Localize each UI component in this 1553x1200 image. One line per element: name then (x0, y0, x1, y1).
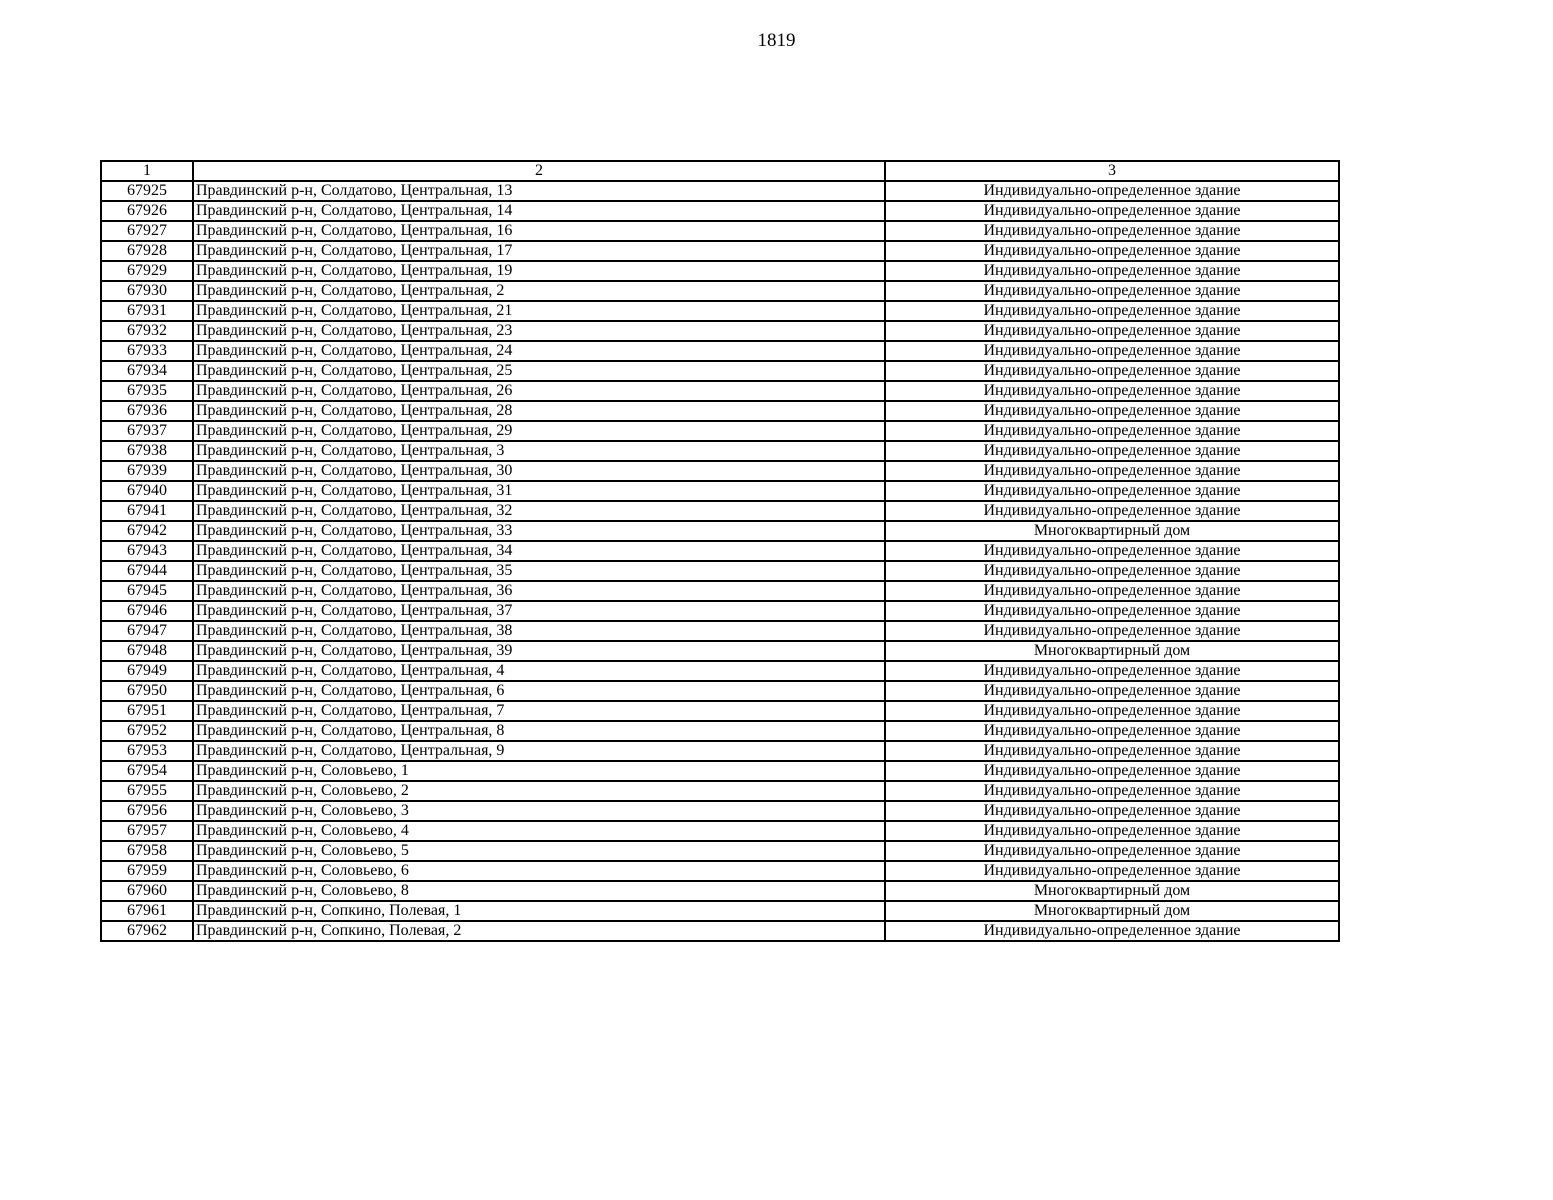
table-row (101, 381, 1339, 401)
building-type-cell: Индивидуально-определенное здание (885, 461, 1339, 481)
table-row (101, 461, 1339, 481)
table-row (101, 561, 1339, 581)
row-number-cell: 67952 (101, 721, 193, 741)
building-type-cell: Индивидуально-определенное здание (885, 621, 1339, 641)
table-body (101, 161, 1339, 941)
address-cell: Правдинский р-н, Солдатово, Центральная, 37 (193, 601, 885, 621)
table-row (101, 781, 1339, 801)
table-row (101, 581, 1339, 601)
column-header-3: 3 (885, 161, 1339, 181)
table-row (101, 861, 1339, 881)
table-row (101, 821, 1339, 841)
building-type-cell: Индивидуально-определенное здание (885, 181, 1339, 201)
row-number-cell: 67951 (101, 701, 193, 721)
address-cell: Правдинский р-н, Соловьево, 1 (193, 761, 885, 781)
table-row (101, 261, 1339, 281)
table-row (101, 901, 1339, 921)
building-type-cell: Индивидуально-определенное здание (885, 301, 1339, 321)
building-type-cell: Индивидуально-определенное здание (885, 741, 1339, 761)
address-cell: Правдинский р-н, Солдатово, Центральная, 19 (193, 261, 885, 281)
address-cell: Правдинский р-н, Сопкино, Полевая, 1 (193, 901, 885, 921)
building-type-cell: Индивидуально-определенное здание (885, 421, 1339, 441)
row-number-cell: 67948 (101, 641, 193, 661)
row-number-cell: 67943 (101, 541, 193, 561)
row-number-cell: 67934 (101, 361, 193, 381)
building-type-cell: Многоквартирный дом (885, 521, 1339, 541)
building-type-cell: Индивидуально-определенное здание (885, 701, 1339, 721)
row-number-cell: 67956 (101, 801, 193, 821)
table-row (101, 801, 1339, 821)
building-type-cell: Индивидуально-определенное здание (885, 481, 1339, 501)
row-number-cell: 67926 (101, 201, 193, 221)
building-type-cell: Индивидуально-определенное здание (885, 761, 1339, 781)
building-type-cell: Индивидуально-определенное здание (885, 201, 1339, 221)
building-type-cell: Индивидуально-определенное здание (885, 841, 1339, 861)
property-table (100, 160, 1340, 942)
row-number-cell: 67928 (101, 241, 193, 261)
table-row (101, 701, 1339, 721)
row-number-cell: 67955 (101, 781, 193, 801)
address-cell: Правдинский р-н, Соловьево, 3 (193, 801, 885, 821)
table-row (101, 441, 1339, 461)
table-row (101, 181, 1339, 201)
building-type-cell: Многоквартирный дом (885, 641, 1339, 661)
row-number-cell: 67947 (101, 621, 193, 641)
row-number-cell: 67941 (101, 501, 193, 521)
row-number-cell: 67932 (101, 321, 193, 341)
column-header-1: 1 (101, 161, 193, 181)
row-number-cell: 67929 (101, 261, 193, 281)
table-row (101, 681, 1339, 701)
row-number-cell: 67938 (101, 441, 193, 461)
row-number-cell: 67931 (101, 301, 193, 321)
table-row (101, 401, 1339, 421)
row-number-cell: 67960 (101, 881, 193, 901)
building-type-cell: Индивидуально-определенное здание (885, 581, 1339, 601)
table-row (101, 301, 1339, 321)
row-number-cell: 67940 (101, 481, 193, 501)
building-type-cell: Индивидуально-определенное здание (885, 401, 1339, 421)
table-row (101, 841, 1339, 861)
column-header-2: 2 (193, 161, 885, 181)
table-row (101, 521, 1339, 541)
building-type-cell: Индивидуально-определенное здание (885, 321, 1339, 341)
row-number-cell: 67935 (101, 381, 193, 401)
address-cell: Правдинский р-н, Солдатово, Центральная, 31 (193, 481, 885, 501)
table-row (101, 241, 1339, 261)
table-row (101, 921, 1339, 941)
row-number-cell: 67954 (101, 761, 193, 781)
building-type-cell: Многоквартирный дом (885, 901, 1339, 921)
building-type-cell: Индивидуально-определенное здание (885, 501, 1339, 521)
row-number-cell: 67937 (101, 421, 193, 441)
table-row (101, 421, 1339, 441)
address-cell: Правдинский р-н, Солдатово, Центральная, 6 (193, 681, 885, 701)
table-row (101, 361, 1339, 381)
address-cell: Правдинский р-н, Соловьево, 4 (193, 821, 885, 841)
row-number-cell: 67949 (101, 661, 193, 681)
address-cell: Правдинский р-н, Солдатово, Центральная, 39 (193, 641, 885, 661)
row-number-cell: 67939 (101, 461, 193, 481)
table-row (101, 201, 1339, 221)
table-row (101, 641, 1339, 661)
address-cell: Правдинский р-н, Соловьево, 2 (193, 781, 885, 801)
row-number-cell: 67933 (101, 341, 193, 361)
row-number-cell: 67944 (101, 561, 193, 581)
row-number-cell: 67945 (101, 581, 193, 601)
table-row (101, 621, 1339, 641)
address-cell: Правдинский р-н, Соловьево, 5 (193, 841, 885, 861)
table-row (101, 601, 1339, 621)
address-cell: Правдинский р-н, Солдатово, Центральная, 7 (193, 701, 885, 721)
address-cell: Правдинский р-н, Солдатово, Центральная, 4 (193, 661, 885, 681)
table-row (101, 761, 1339, 781)
table-row (101, 501, 1339, 521)
address-cell: Правдинский р-н, Солдатово, Центральная, 14 (193, 201, 885, 221)
row-number-cell: 67961 (101, 901, 193, 921)
building-type-cell: Индивидуально-определенное здание (885, 921, 1339, 941)
table-row (101, 481, 1339, 501)
address-cell: Правдинский р-н, Соловьево, 6 (193, 861, 885, 881)
address-cell: Правдинский р-н, Солдатово, Центральная, 28 (193, 401, 885, 421)
row-number-cell: 67936 (101, 401, 193, 421)
address-cell: Правдинский р-н, Солдатово, Центральная, 32 (193, 501, 885, 521)
row-number-cell: 67959 (101, 861, 193, 881)
row-number-cell: 67953 (101, 741, 193, 761)
address-cell: Правдинский р-н, Солдатово, Центральная, 24 (193, 341, 885, 361)
table-row (101, 341, 1339, 361)
row-number-cell: 67957 (101, 821, 193, 841)
table-row (101, 321, 1339, 341)
building-type-cell: Индивидуально-определенное здание (885, 821, 1339, 841)
building-type-cell: Индивидуально-определенное здание (885, 541, 1339, 561)
address-cell: Правдинский р-н, Солдатово, Центральная, 35 (193, 561, 885, 581)
building-type-cell: Индивидуально-определенное здание (885, 361, 1339, 381)
address-cell: Правдинский р-н, Соловьево, 8 (193, 881, 885, 901)
address-cell: Правдинский р-н, Солдатово, Центральная, 8 (193, 721, 885, 741)
building-type-cell: Индивидуально-определенное здание (885, 261, 1339, 281)
building-type-cell: Индивидуально-определенное здание (885, 221, 1339, 241)
row-number-cell: 67942 (101, 521, 193, 541)
row-number-cell: 67950 (101, 681, 193, 701)
row-number-cell: 67946 (101, 601, 193, 621)
table-row (101, 721, 1339, 741)
address-cell: Правдинский р-н, Солдатово, Центральная, 26 (193, 381, 885, 401)
address-cell: Правдинский р-н, Солдатово, Центральная, 29 (193, 421, 885, 441)
table-row (101, 541, 1339, 561)
row-number-cell: 67930 (101, 281, 193, 301)
building-type-cell: Индивидуально-определенное здание (885, 781, 1339, 801)
table-header-row (101, 161, 1339, 181)
address-cell: Правдинский р-н, Солдатово, Центральная, 25 (193, 361, 885, 381)
address-cell: Правдинский р-н, Солдатово, Центральная, 30 (193, 461, 885, 481)
address-cell: Правдинский р-н, Солдатово, Центральная, 33 (193, 521, 885, 541)
address-cell: Правдинский р-н, Солдатово, Центральная, 17 (193, 241, 885, 261)
row-number-cell: 67962 (101, 921, 193, 941)
building-type-cell: Индивидуально-определенное здание (885, 441, 1339, 461)
address-cell: Правдинский р-н, Солдатово, Центральная, 16 (193, 221, 885, 241)
building-type-cell: Индивидуально-определенное здание (885, 381, 1339, 401)
building-type-cell: Многоквартирный дом (885, 881, 1339, 901)
row-number-cell: 67958 (101, 841, 193, 861)
building-type-cell: Индивидуально-определенное здание (885, 661, 1339, 681)
building-type-cell: Индивидуально-определенное здание (885, 721, 1339, 741)
address-cell: Правдинский р-н, Солдатово, Центральная, 34 (193, 541, 885, 561)
row-number-cell: 67927 (101, 221, 193, 241)
address-cell: Правдинский р-н, Солдатово, Центральная, 3 (193, 441, 885, 461)
building-type-cell: Индивидуально-определенное здание (885, 601, 1339, 621)
address-cell: Правдинский р-н, Солдатово, Центральная, 21 (193, 301, 885, 321)
table-row (101, 741, 1339, 761)
building-type-cell: Индивидуально-определенное здание (885, 561, 1339, 581)
address-cell: Правдинский р-н, Солдатово, Центральная, 9 (193, 741, 885, 761)
table-row (101, 221, 1339, 241)
address-cell: Правдинский р-н, Солдатово, Центральная, 38 (193, 621, 885, 641)
building-type-cell: Индивидуально-определенное здание (885, 281, 1339, 301)
building-type-cell: Индивидуально-определенное здание (885, 341, 1339, 361)
address-cell: Правдинский р-н, Сопкино, Полевая, 2 (193, 921, 885, 941)
address-cell: Правдинский р-н, Солдатово, Центральная, 23 (193, 321, 885, 341)
table-row (101, 661, 1339, 681)
table-row (101, 881, 1339, 901)
address-cell: Правдинский р-н, Солдатово, Центральная, 2 (193, 281, 885, 301)
building-type-cell: Индивидуально-определенное здание (885, 801, 1339, 821)
building-type-cell: Индивидуально-определенное здание (885, 681, 1339, 701)
building-type-cell: Индивидуально-определенное здание (885, 861, 1339, 881)
row-number-cell: 67925 (101, 181, 193, 201)
building-type-cell: Индивидуально-определенное здание (885, 241, 1339, 261)
address-cell: Правдинский р-н, Солдатово, Центральная, 13 (193, 181, 885, 201)
address-cell: Правдинский р-н, Солдатово, Центральная, 36 (193, 581, 885, 601)
page-number: 1819 (757, 30, 796, 51)
table-row (101, 281, 1339, 301)
